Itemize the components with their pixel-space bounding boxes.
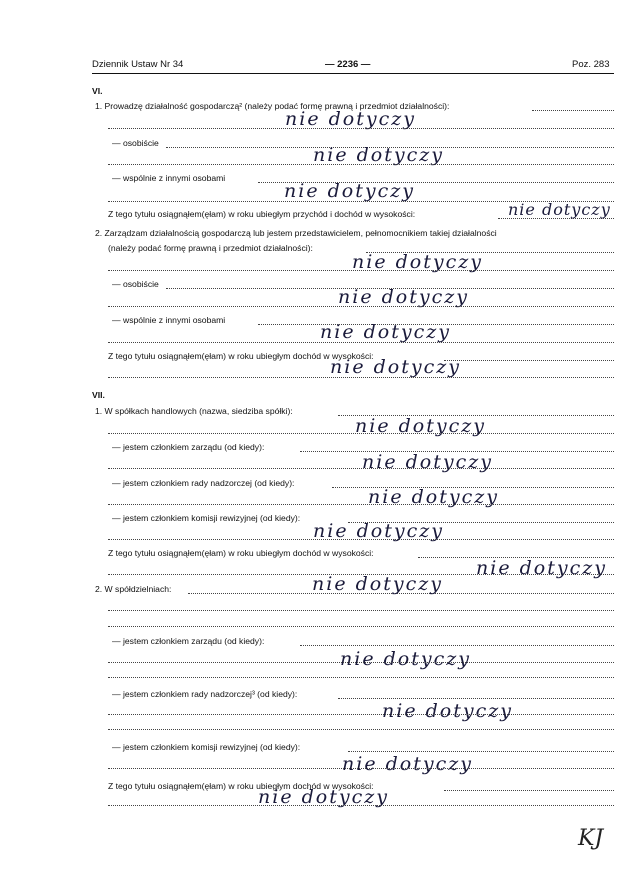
position-number: Poz. 283 — [572, 59, 610, 70]
vii-1-label: 1. W spółkach handlowych (nazwa, siedziba spółki): — [95, 406, 293, 416]
handwritten-answer: nie dotyczy — [368, 486, 499, 508]
header-rule — [92, 73, 614, 74]
vi-2-label-line2: (należy podać formę prawną i przedmiot działalności): — [108, 243, 313, 253]
section-vi-heading: VI. — [92, 86, 103, 96]
vii-2-komisja-label: — jestem członkiem komisji rewizyjnej (od kiedy): — [112, 742, 301, 752]
fill-line[interactable] — [108, 662, 614, 663]
handwritten-answer: nie dotyczy — [313, 520, 444, 542]
vii-1-rada-label: — jestem członkiem rady nadzorczej (od kiedy): — [112, 478, 295, 488]
fill-line[interactable] — [108, 539, 614, 540]
handwritten-answer: nie dotyczy — [476, 557, 607, 579]
vi-2-income-label: Z tego tytułu osiągnąłem(ęłam) w roku ubiegłym dochód w wysokości: — [108, 351, 374, 361]
page-number: — 2236 — — [325, 59, 371, 70]
fill-line[interactable] — [108, 504, 614, 505]
fill-line[interactable] — [108, 306, 614, 307]
handwritten-answer: nie dotyczy — [258, 786, 389, 808]
fill-line[interactable] — [444, 360, 614, 361]
vi-2-label-line1: 2. Zarządzam działalnością gospodarczą lub jestem przedstawicielem, pełnomocnikiem takiej działalności — [95, 228, 497, 238]
handwritten-answer: nie dotyczy — [285, 108, 416, 130]
vii-1-zarzad-label: — jestem członkiem zarządu (od kiedy): — [112, 442, 265, 452]
fill-line[interactable] — [108, 768, 614, 769]
handwritten-answer: nie dotyczy — [342, 753, 473, 775]
vii-2-rada-label: — jestem członkiem rady nadzorczej³ (od kiedy): — [112, 689, 298, 699]
handwritten-initials: KJ — [578, 826, 604, 851]
fill-line[interactable] — [108, 468, 614, 469]
handwritten-answer: nie dotyczy — [382, 700, 513, 722]
fill-line[interactable] — [108, 433, 614, 434]
fill-line[interactable] — [108, 128, 614, 129]
fill-line[interactable] — [108, 714, 614, 715]
vii-2-zarzad-label: — jestem członkiem zarządu (od kiedy): — [112, 636, 265, 646]
handwritten-answer: nie dotyczy — [508, 200, 611, 219]
vi-1-income-label: Z tego tytułu osiągnąłem(ęłam) w roku ubiegłym przychód i dochód w wysokości: — [108, 209, 416, 219]
fill-line[interactable] — [108, 677, 614, 678]
fill-line[interactable] — [108, 610, 614, 611]
handwritten-answer: nie dotyczy — [312, 573, 443, 595]
fill-line[interactable] — [532, 110, 614, 111]
vi-2-osobiscie-label: — osobiście — [112, 279, 159, 289]
fill-line[interactable] — [444, 790, 614, 791]
handwritten-answer: nie dotyczy — [284, 180, 415, 202]
handwritten-answer: nie dotyczy — [340, 648, 471, 670]
fill-line[interactable] — [338, 698, 614, 699]
vi-2-wspolnie-label: — wspólnie z innymi osobami — [112, 315, 226, 325]
fill-line[interactable] — [300, 645, 614, 646]
handwritten-answer: nie dotyczy — [355, 415, 486, 437]
fill-line[interactable] — [348, 751, 614, 752]
section-vii-heading: VII. — [92, 390, 105, 400]
fill-line[interactable] — [108, 805, 614, 806]
vi-1-label: 1. Prowadzę działalność gospodarczą² (należy podać formę prawną i przedmiot działalności): — [95, 101, 450, 111]
journal-title: Dziennik Ustaw Nr 34 — [92, 59, 184, 70]
fill-line[interactable] — [108, 270, 614, 271]
vii-1-komisja-label: — jestem członkiem komisji rewizyjnej (od kiedy): — [112, 513, 301, 523]
vi-1-wspolnie-label: — wspólnie z innymi osobami — [112, 173, 226, 183]
vii-2-income-label: Z tego tytułu osiągnąłem(ęłam) w roku ubiegłym dochód w wysokości: — [108, 781, 374, 791]
handwritten-answer: nie dotyczy — [313, 144, 444, 166]
fill-line[interactable] — [108, 626, 614, 627]
vii-2-label: 2. W spółdzielniach: — [95, 584, 172, 594]
handwritten-answer: nie dotyczy — [320, 321, 451, 343]
vi-1-osobiscie-label: — osobiście — [112, 138, 159, 148]
handwritten-answer: nie dotyczy — [362, 451, 493, 473]
vii-1-income-label: Z tego tytułu osiągnąłem(ęłam) w roku ubiegłym dochód w wysokości: — [108, 548, 374, 558]
handwritten-answer: nie dotyczy — [338, 286, 469, 308]
fill-line[interactable] — [108, 342, 614, 343]
fill-line[interactable] — [108, 164, 614, 165]
fill-line[interactable] — [108, 377, 614, 378]
handwritten-answer: nie dotyczy — [330, 356, 461, 378]
fill-line[interactable] — [108, 729, 614, 730]
handwritten-answer: nie dotyczy — [352, 251, 483, 273]
